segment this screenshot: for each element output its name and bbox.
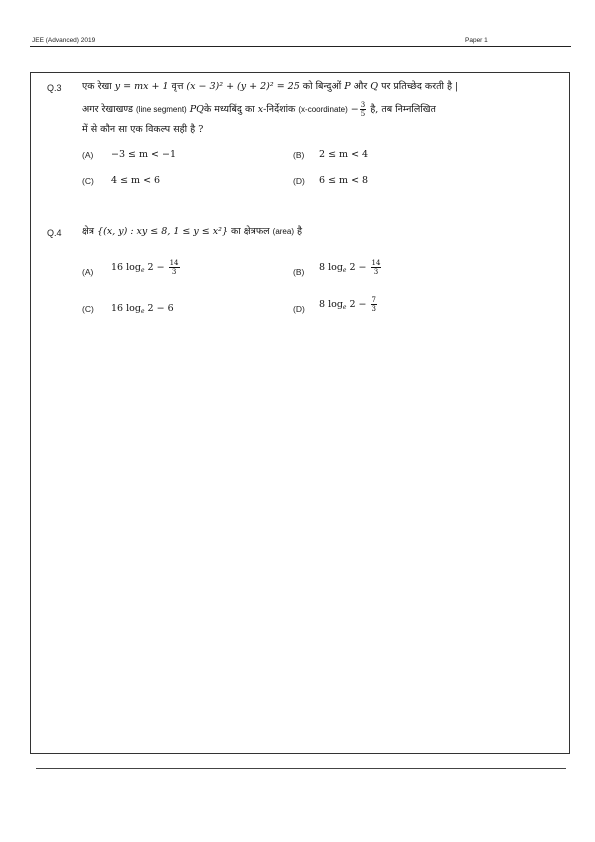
q4-region-set: {(x, y) : xy ≤ 8, 1 ≤ y ≤ x²} — [97, 226, 228, 237]
q4-option-a-value — [111, 259, 181, 276]
fraction-denominator: 3 — [371, 305, 377, 313]
fraction-denominator: 5 — [360, 110, 366, 118]
q4-text: का क्षेत्रफल — [231, 226, 270, 237]
q4-text: क्षेत्र — [82, 226, 95, 237]
log-base: e — [140, 308, 145, 315]
fraction-denominator: 3 — [171, 268, 177, 276]
log-text: 16 log — [111, 303, 141, 314]
q3-circle-equation: (x − 3)² + (y + 2)² = 25 — [186, 81, 300, 92]
q3-text: को बिन्दुओं — [302, 81, 342, 92]
q4-option-a-label: (A) — [82, 267, 94, 277]
exam-title: JEE (Advanced) 2019 — [32, 37, 96, 44]
option-mid: 2 − — [346, 262, 367, 273]
fraction-numerator: 14 — [371, 259, 381, 267]
q3-text: अगर रेखाखण्ड — [82, 104, 133, 115]
question-number-3: Q.3 — [47, 83, 62, 93]
option-mid: 2 − — [144, 262, 165, 273]
option-fraction — [371, 296, 377, 313]
q4-option-b-label: (B) — [293, 267, 305, 277]
q4-option-d-value — [319, 296, 378, 313]
log-text: 8 log — [319, 262, 343, 273]
q3-fraction — [360, 101, 366, 118]
fraction-numerator: 3 — [360, 101, 366, 109]
q3-text: है, तब निम्नलिखित — [370, 104, 436, 115]
question-number-4: Q.4 — [47, 228, 62, 238]
q3-option-a-label: (A) — [82, 150, 94, 160]
q3-text: वृत्त — [171, 81, 184, 92]
q4-english-term: (area) — [272, 227, 294, 236]
q3-english-term: (x-coordinate) — [298, 105, 348, 114]
log-base: e — [342, 267, 347, 274]
log-base: e — [140, 267, 145, 274]
option-mid: 2 − 6 — [144, 303, 174, 314]
fraction-denominator: 3 — [373, 268, 379, 276]
q3-option-c-value: 4 ≤ m < 6 — [111, 175, 161, 186]
q3-line-2 — [82, 101, 436, 118]
q3-option-c-label: (C) — [82, 176, 94, 186]
q3-english-term: (line segment) — [136, 105, 187, 114]
q3-text: एक रेखा — [82, 81, 112, 92]
q3-text: पर प्रतिच्छेद करती है | — [381, 81, 459, 92]
q4-statement — [82, 226, 302, 238]
log-text: 8 log — [319, 299, 343, 310]
option-mid: 2 − — [346, 299, 367, 310]
q3-text: और — [353, 81, 368, 92]
fraction-numerator: 7 — [371, 296, 377, 304]
q3-line-3: में से कौन सा एक विकल्प सही है ? — [82, 124, 204, 135]
option-fraction — [371, 259, 382, 276]
q3-line-equation: y = mx + 1 — [114, 81, 169, 92]
footer-divider — [36, 768, 566, 769]
q3-text: के मध्यबिंदु का — [203, 104, 255, 115]
paper-label: Paper 1 — [465, 37, 488, 44]
q3-option-a-value: −3 ≤ m < −1 — [111, 149, 177, 160]
q3-minus: − — [350, 104, 359, 115]
header-divider — [30, 46, 571, 47]
q4-text: है — [297, 226, 303, 237]
q3-line-1 — [82, 81, 458, 93]
option-fraction — [169, 259, 180, 276]
fraction-numerator: 14 — [169, 259, 179, 267]
q3-point-p: P — [344, 81, 351, 92]
q4-option-b-value — [319, 259, 382, 276]
q3-option-d-value: 6 ≤ m < 8 — [319, 175, 369, 186]
q4-option-d-label: (D) — [293, 304, 305, 314]
q3-segment-pq: PQ — [189, 104, 204, 115]
log-base: e — [342, 304, 347, 311]
q3-text: -निर्देशांक — [263, 104, 296, 115]
q3-option-b-value: 2 ≤ m < 4 — [319, 149, 369, 160]
q4-option-c-value — [111, 303, 174, 315]
q4-option-c-label: (C) — [82, 304, 94, 314]
q3-option-d-label: (D) — [293, 176, 305, 186]
log-text: 16 log — [111, 262, 141, 273]
q3-point-q: Q — [370, 81, 379, 92]
q3-option-b-label: (B) — [293, 150, 305, 160]
q3-x: x — [257, 104, 264, 115]
